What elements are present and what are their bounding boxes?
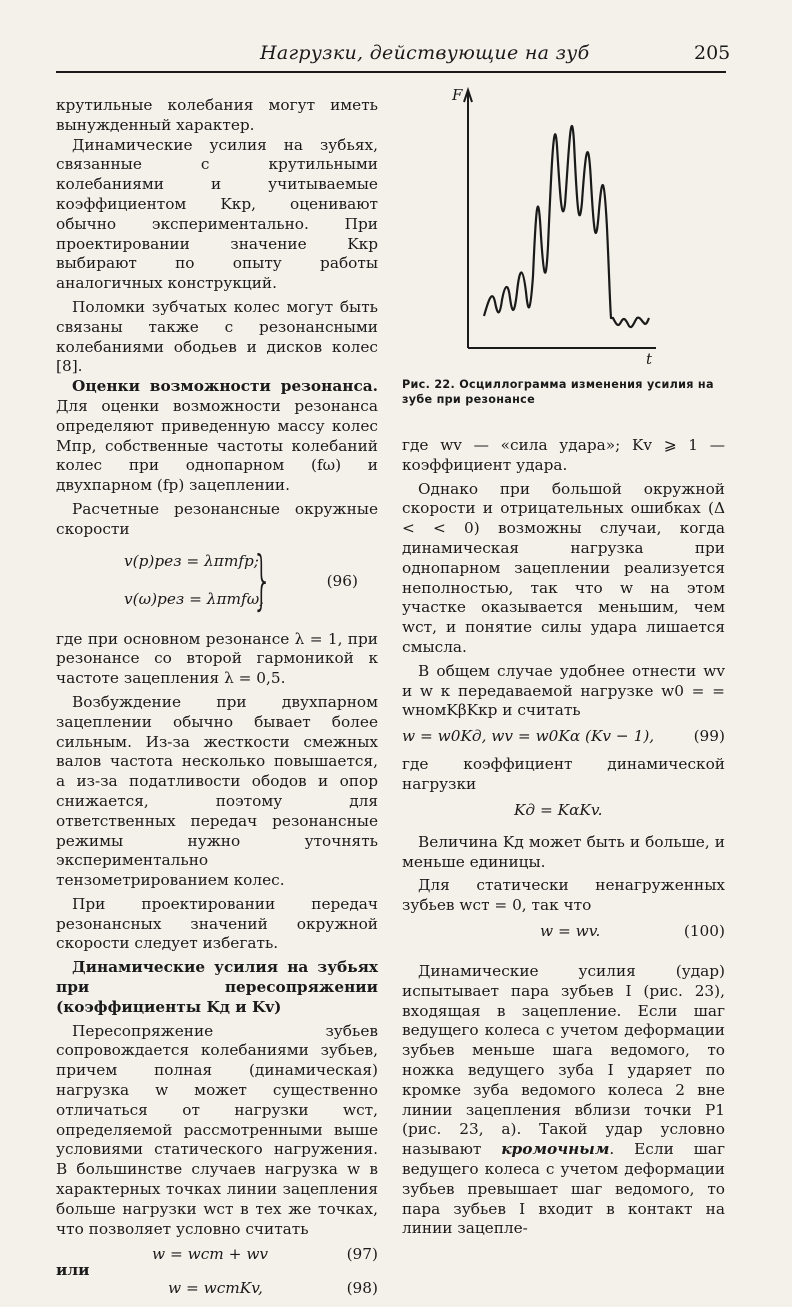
paragraph: В общем случае удобнее отнести wv и w к передаваемой нагрузке w0 = = wномKβKкр и считать: [402, 661, 725, 720]
equation-number: (100): [683, 921, 725, 940]
emphasized-term: кромочным: [501, 1140, 610, 1159]
header-rule: [56, 71, 726, 73]
paragraph-text: . Если шаг ведущего колеса с учетом деформации зубьев превышает шаг ведомого, то пара зубьев I входит в контакт на линии зацепле-: [402, 1140, 725, 1238]
equation-line: v(ω)рез = λπmfω,: [124, 589, 265, 608]
oscillogram-figure: [440, 86, 670, 366]
equation: w = wv.: [540, 921, 601, 940]
paragraph: [56, 377, 378, 496]
conjunction: или: [56, 1261, 90, 1280]
equation: w = wстKv,: [168, 1279, 263, 1298]
equation-99: [402, 721, 725, 755]
paragraph: крутильные колебания могут иметь вынужденный характер.: [56, 96, 378, 134]
equation: w = w0Kд, wv = w0Kα (Kv − 1),: [402, 727, 655, 746]
equation-number: (99): [693, 727, 725, 746]
x-axis-label: t: [646, 350, 653, 366]
equation-number: (96): [326, 571, 358, 590]
equation-number: (98): [346, 1279, 378, 1298]
paragraph: Пересопряжение зубьев сопровождается колебаниями зубьев, причем полная (динамическая) нагрузка w может существенно отличаться от нагрузки wст, определяемой рассмотренными выше условиями статического нагружения. В большинстве случаев нагрузка w в характерных точках линии зацепления больше нагрузки wст в тех же точках, что позволяет условно считать: [56, 1021, 378, 1238]
equation: w = wст + wv: [152, 1245, 269, 1264]
equation-line: v(p)рез = λπmfp;: [124, 551, 259, 570]
equation-96: [56, 544, 378, 626]
paragraph: При проектировании передач резонансных значений окружной скорости следует избегать.: [56, 894, 378, 953]
equation-number: (97): [346, 1245, 378, 1264]
paragraph-text: Динамические усилия (удар) испытывает пара зубьев I (рис. 23), входящая в зацепление. Если шаг ведущего колеса с учетом деформации зубьев меньше шага ведомого, то ножка ведущего зуба I ударяет по кромке зуба ведомого колеса 2 вне линии зацепления вблизи точки P1 (рис. 23, а). Такой удар условно называют: [402, 961, 725, 1159]
paragraph: [402, 962, 725, 1239]
paragraph-text: Для оценки возможности резонанса определяют приведенную массу колес Mпр, собственные частоты колебаний колес при однопарном (fω) и двухпарном (fр) зацеплении.: [56, 396, 378, 495]
brace-glyph: }: [252, 543, 273, 618]
running-header-title: Нагрузки, действующие на зуб: [260, 42, 590, 64]
paragraph: где wv — «сила удара»; Kv ⩾ 1 — коэффициент удара.: [402, 436, 725, 474]
paragraph: Для статически ненагруженных зубьев wст = 0, так что: [402, 876, 725, 915]
paragraph: Возбуждение при двухпарном зацеплении обычно бывает более сильным. Из-за жесткости смежных валов частота несколько повышается, а из-за податливости ободов и опор снижается, поэтому для ответственных передач резонансные режимы нужно уточнять экспериментально тензометрированием колес.: [56, 692, 378, 890]
left-column: [56, 96, 378, 1307]
figure-caption: Рис. 22. Осциллограмма изменения усилия на зубе при резонансе: [402, 378, 714, 406]
paragraph: Динамические усилия на зубьях, связанные с крутильными колебаниями и учитываемые коэффициентом Kкр, оценивают обычно экспериментально. При проектировании значение Kкр выбирают по опыту работы аналогичных конструкций.: [56, 135, 378, 293]
paragraph: Поломки зубчатых колес могут быть связаны также с резонансными колебаниями ободьев и дисков колес [8].: [56, 297, 378, 376]
paragraph: Расчетные резонансные окружные скорости: [56, 499, 378, 538]
equation-98: [56, 1273, 378, 1307]
equation-97: [56, 1239, 378, 1273]
paragraph: где коэффициент динамической нагрузки: [402, 755, 725, 793]
paragraph: Величина Kд может быть и больше, и меньше единицы.: [402, 832, 725, 871]
paragraph: Однако при большой окружной скорости и отрицательных ошибках (Δ < < 0) возможны случаи, когда динамическая нагрузка при однопарном зацеплении реализуется неполностью, так что w на этом участке оказывается меньшим, чем wст, и понятие силы удара лишается смысла.: [402, 479, 725, 656]
paragraph: где при основном резонансе λ = 1, при резонансе со второй гармоникой к частоте зацепления λ = 0,5.: [56, 629, 378, 688]
right-column: [402, 436, 725, 1239]
run-in-heading: Оценки возможности резонанса.: [72, 377, 378, 396]
section-heading: Динамические усилия на зубьях при пересопряжении (коэффициенты Kд и Kv): [56, 958, 378, 1016]
oscillogram-curve: [484, 126, 649, 327]
equation-100: [402, 916, 725, 950]
equation-kd: [402, 795, 725, 829]
page-number: 205: [694, 42, 731, 64]
y-axis-label: F: [452, 86, 463, 104]
equation: Kд = KαKv.: [514, 800, 603, 819]
